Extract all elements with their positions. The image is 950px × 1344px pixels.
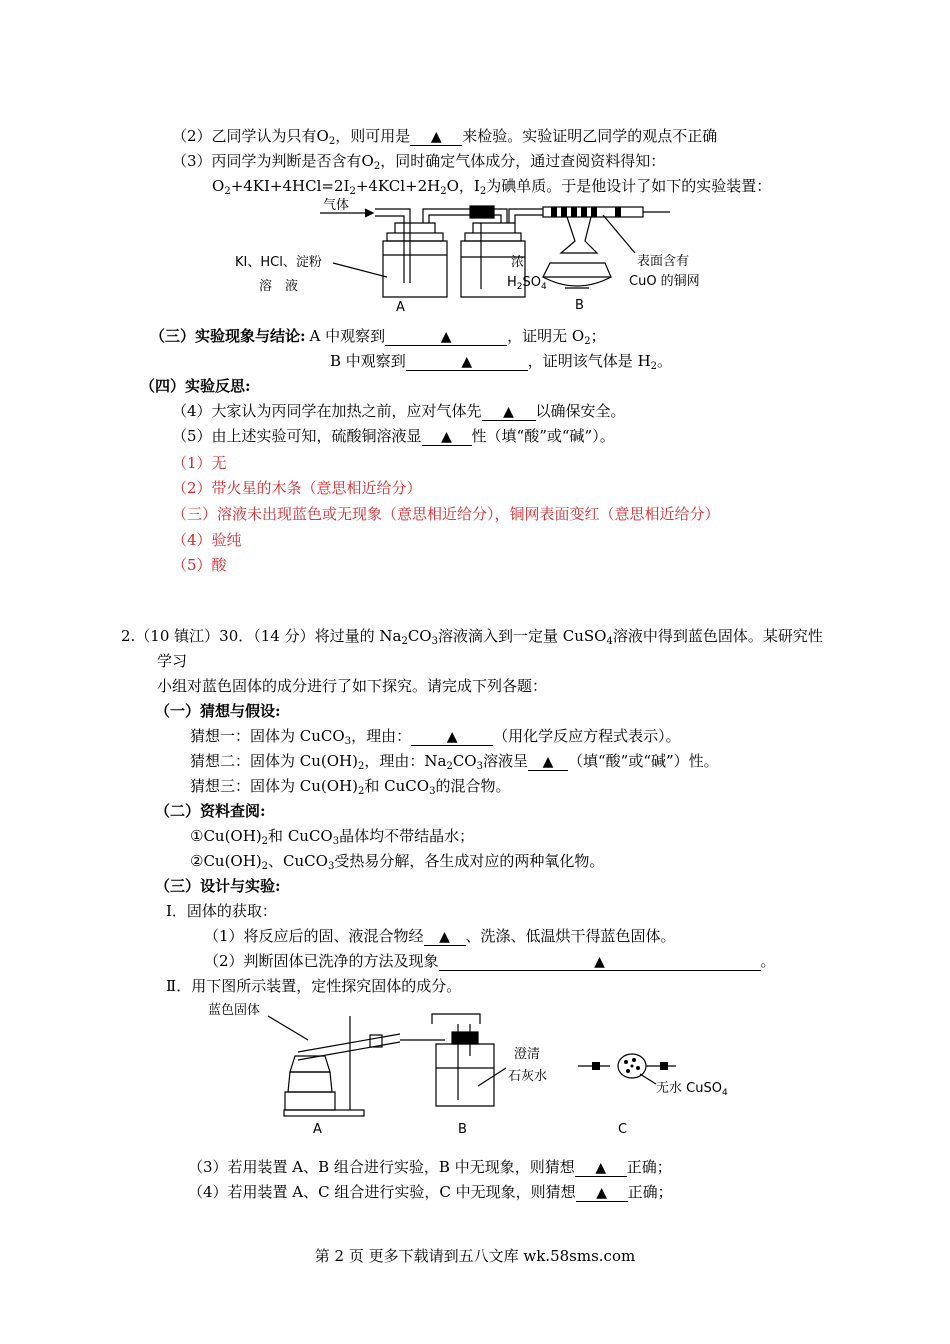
part-1-heading: Ⅰ．固体的获取： [166,902,277,920]
answer-blank: ▲ [439,953,761,971]
part-1-q2: （2）判断固体已洗净的方法及现象 ▲ 。 [204,952,776,970]
problem-2-intro-2: 小组对蓝色固体的成分进行了如下探究。请完成下列各题： [157,677,548,695]
label-solution: 溶 液 [259,279,299,294]
reference-heading: （二）资料查阅: [155,802,266,820]
label-cuo-1: 表面含有 [637,254,690,269]
hypothesis-3: 猜想三：固体为 $Cu(OH)_2$和 CuCO$_3$的混合物。 [190,777,511,797]
reference-1: $①Cu(OH)_2$和 CuCO$_3$晶体均不带结晶水； [190,827,475,847]
answer-blank: ▲ [385,328,507,346]
label-a: A [396,300,405,315]
answer-blank: ▲ [422,428,472,446]
design-heading: （三）设计与实验: [155,877,281,895]
part-2-q3: （3）若用装置 A、B 组合进行实验，B 中无现象，则猜想 ▲ 正确； [188,1158,672,1176]
part-2-heading: Ⅱ．用下图所示装置，定性探究固体的成分。 [166,977,462,995]
part-1-q1: （1）将反应后的固、液混合物经 ▲ 、洗涤、低温烘干得蓝色固体。 [204,927,676,945]
answer-3: （三）溶液未出现蓝色或无现象（意思相近给分），铜网表面变红（意思相近给分） [172,505,720,523]
label-gas: 气体 [323,198,350,213]
label-c: C [618,1122,628,1137]
question-5-line: （5）由上述实验可知，硫酸铜溶液显 ▲ 性（填“酸”或“碱”）。 [172,427,615,445]
answer-blank: ▲ [411,728,493,746]
label-h2so4: $H_2SO_4$ [507,275,547,292]
label-lime-2: 石灰水 [508,1069,548,1084]
section-3-line-b: B 中观察到 ▲ ，证明该气体是 $H_2$。 [330,352,673,372]
label-ki-solution: KI、HCl、淀粉 [235,255,322,270]
answer-blank: ▲ [575,1159,627,1177]
apparatus-figure-1 [225,193,725,318]
problem-2-intro-wrap: 学习 [157,652,188,670]
label-b: B [458,1122,467,1137]
label-blue-solid: 蓝色固体 [208,1003,261,1018]
hypothesis-heading: （一）猜想与假设: [155,702,281,720]
hypothesis-2: 猜想二：固体为 $Cu(OH)_2$，理由：$Na_2CO_3$溶液呈 ▲ （填“酸”或“碱”）性。 [190,752,719,772]
question-2-line: （2）乙同学认为只有$O_2$，则可用是 ▲ 来检验。实验证明乙同学的观点不正确 [172,127,718,147]
answer-blank: ▲ [406,353,528,371]
section-4-heading: （四）实验反思: [140,377,251,395]
answer-5: （5）酸 [172,556,227,574]
problem-2-intro: 2.（10 镇江）30．（14 分）将过量的 $Na_2CO_3$溶液滴入到一定量 CuSO$_4$溶液中得到蓝色固体。某研究性 [121,627,823,647]
answer-blank: ▲ [528,753,568,771]
answer-2: （2）带火星的木条（意思相近给分） [172,479,422,497]
label-cuo-2: CuO 的铜网 [629,274,700,289]
section-3-line-a: （三）实验现象与结论: A 中观察到 ▲ ，证明无 $O_2$； [150,327,606,347]
label-concentrated: 浓 [511,255,525,270]
hypothesis-1: 猜想一：固体为 CuCO$_3$，理由： ▲ （用化学反应方程式表示）。 [190,727,681,747]
answer-1: （1）无 [172,454,227,472]
equation-line: $O_2+4KI+4HCl=2I_2+4KCl+2H_2O$，$I_2$为碘单质。于是他设计了如下的实验装置： [212,177,772,197]
part-2-q4: （4）若用装置 A、C 组合进行实验，C 中无现象，则猜想 ▲ 正确； [188,1183,673,1201]
answer-blank: ▲ [482,403,536,421]
answer-blank: ▲ [424,928,466,946]
label-cuso4: 无水 CuSO$_4$ [656,1081,728,1098]
question-4-line: （4）大家认为丙同学在加热之前，应对气体先 ▲ 以确保安全。 [172,402,626,420]
label-b: B [575,298,584,313]
label-a: A [313,1122,322,1137]
answer-blank: ▲ [576,1184,628,1202]
page-footer: 第 2 页 更多下载请到五八文库 wk.58sms.com [314,1247,636,1265]
reference-2: $②Cu(OH)_2$、CuCO$_3$受热易分解，各生成对应的两种氧化物。 [190,852,605,872]
apparatus-figure-2 [200,996,760,1138]
question-3-line: （3）丙同学为判断是否含有$O_2$，同时确定气体成分，通过查阅资料得知： [172,152,666,172]
answer-4: （4）验纯 [172,531,242,549]
answer-blank: ▲ [410,128,462,146]
label-lime-1: 澄清 [514,1047,541,1062]
